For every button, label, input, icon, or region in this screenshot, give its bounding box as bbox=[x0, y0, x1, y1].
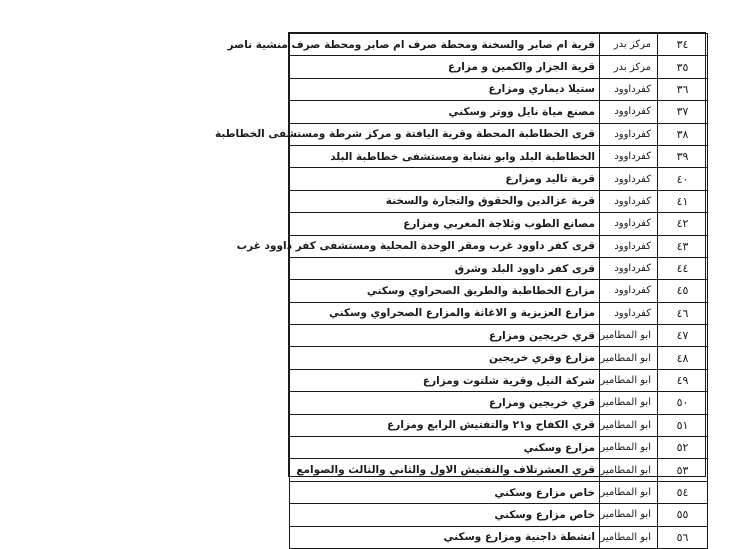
center-name-cell: كفرداوود bbox=[600, 213, 658, 235]
row-number-cell: ٣٤ bbox=[658, 34, 708, 56]
center-name-cell: كفرداوود bbox=[600, 123, 658, 145]
table-row bbox=[290, 145, 708, 167]
row-number-cell: ٥١ bbox=[658, 414, 708, 436]
center-name-cell: ابو المطامير bbox=[600, 369, 658, 391]
row-number-cell: ٤٢ bbox=[658, 213, 708, 235]
area-description-cell: قرى الخطاطبة المحطة وقرية اليافتة و مركز شرطة ومستشفى الخطاطبة bbox=[290, 123, 600, 145]
center-name-cell: ابو المطامير bbox=[600, 347, 658, 369]
table-row bbox=[290, 414, 708, 436]
center-name-cell: كفرداوود bbox=[600, 145, 658, 167]
area-description-cell: مزارع وسكني bbox=[290, 437, 600, 459]
area-description-cell: قرية ام صابر والسخنة ومحطة صرف ام صابر ومحطة صرف منشية ناصر bbox=[290, 34, 600, 56]
area-description-cell: قرية عزالدين والحقوق والتجارة والسخنة bbox=[290, 190, 600, 212]
table-row bbox=[290, 168, 708, 190]
row-number-cell: ٣٧ bbox=[658, 101, 708, 123]
center-name-cell: كفرداوود bbox=[600, 280, 658, 302]
area-description-cell: قري الكفاح و٢١ والتفتيش الرابع ومزارع bbox=[290, 414, 600, 436]
center-name-cell: مركز بدر bbox=[600, 34, 658, 56]
table-row bbox=[290, 504, 708, 526]
area-description-cell: مزارع وقري خريجين bbox=[290, 347, 600, 369]
table-row bbox=[290, 437, 708, 459]
area-description-cell: قرية تاليد ومزارع bbox=[290, 168, 600, 190]
center-name-cell: ابو المطامير bbox=[600, 414, 658, 436]
table-row bbox=[290, 392, 708, 414]
row-number-cell: ٤٥ bbox=[658, 280, 708, 302]
row-number-cell: ٤٦ bbox=[658, 302, 708, 324]
table-row bbox=[290, 190, 708, 212]
area-description-cell: مزارع العزيزية و الاغاثة والمزارع الصحراوي وسكني bbox=[290, 302, 600, 324]
center-name-cell: ابو المطامير bbox=[600, 459, 658, 481]
center-name-cell: كفرداوود bbox=[600, 78, 658, 100]
row-number-cell: ٤١ bbox=[658, 190, 708, 212]
table-row bbox=[290, 213, 708, 235]
row-number-cell: ٤٨ bbox=[658, 347, 708, 369]
area-description-cell: الخطاطبة البلد وابو نشابة ومستشفى خطاطبة البلد bbox=[290, 145, 600, 167]
row-number-cell: ٤٧ bbox=[658, 325, 708, 347]
center-name-cell: كفرداوود bbox=[600, 101, 658, 123]
area-description-cell: خاص مزارع وسكني bbox=[290, 504, 600, 526]
row-number-cell: ٤٣ bbox=[658, 235, 708, 257]
center-name-cell: ابو المطامير bbox=[600, 481, 658, 503]
center-name-cell: كفرداوود bbox=[600, 302, 658, 324]
area-description-cell: انشطة داجنية ومزارع وسكني bbox=[290, 526, 600, 548]
row-number-cell: ٥٥ bbox=[658, 504, 708, 526]
area-description-cell: ستيلا ديماري ومزارع bbox=[290, 78, 600, 100]
center-name-cell: كفرداوود bbox=[600, 168, 658, 190]
area-description-cell: شركة النيل وقرية شلتوت ومزارع bbox=[290, 369, 600, 391]
row-number-cell: ٤٩ bbox=[658, 369, 708, 391]
area-description-cell: خاص مزارع وسكني bbox=[290, 481, 600, 503]
row-number-cell: ٣٨ bbox=[658, 123, 708, 145]
center-name-cell: كفرداوود bbox=[600, 257, 658, 279]
row-number-cell: ٥٦ bbox=[658, 526, 708, 548]
center-name-cell: مركز بدر bbox=[600, 56, 658, 78]
center-name-cell: كفرداوود bbox=[600, 235, 658, 257]
center-name-cell: ابو المطامير bbox=[600, 437, 658, 459]
row-number-cell: ٣٥ bbox=[658, 56, 708, 78]
center-name-cell: ابو المطامير bbox=[600, 392, 658, 414]
table-row bbox=[290, 34, 708, 56]
area-description-cell: مصنع مياة نايل ووتر وسكني bbox=[290, 101, 600, 123]
center-name-cell: كفرداوود bbox=[600, 190, 658, 212]
row-number-cell: ٥٤ bbox=[658, 481, 708, 503]
area-description-cell: قرى كفر داوود غرب ومقر الوحدة المحلية ومستشفى كفر داوود غرب bbox=[290, 235, 600, 257]
table-row bbox=[290, 325, 708, 347]
table-row bbox=[290, 123, 708, 145]
table-row bbox=[290, 235, 708, 257]
area-description-cell: قرى كفر داوود البلد وشرق bbox=[290, 257, 600, 279]
table-row bbox=[290, 257, 708, 279]
schedule-table bbox=[214, 33, 708, 549]
table-row bbox=[290, 526, 708, 548]
table-row bbox=[290, 347, 708, 369]
schedule-table-body bbox=[214, 34, 708, 549]
row-number-cell: ٥٢ bbox=[658, 437, 708, 459]
table-row bbox=[290, 459, 708, 481]
area-description-cell: مصانع الطوب وثلاجة المغربي ومزارع bbox=[290, 213, 600, 235]
row-number-cell: ٣٩ bbox=[658, 145, 708, 167]
table-row bbox=[290, 78, 708, 100]
area-description-cell: قري العشرتلاف والتفتيش الاول والثاني والثالث والصوامع bbox=[290, 459, 600, 481]
row-number-cell: ٤٤ bbox=[658, 257, 708, 279]
area-description-cell: قري خريجين ومزارع bbox=[290, 392, 600, 414]
table-row bbox=[290, 369, 708, 391]
area-description-cell: قري خريجين ومزارع bbox=[290, 325, 600, 347]
schedule-table-frame bbox=[214, 32, 706, 544]
center-name-cell: ابو المطامير bbox=[600, 504, 658, 526]
table-row bbox=[290, 280, 708, 302]
row-number-cell: ٥٠ bbox=[658, 392, 708, 414]
table-row bbox=[290, 481, 708, 503]
row-number-cell: ٣٦ bbox=[658, 78, 708, 100]
area-description-cell: مزارع الخطاطبة والطريق الصحراوي وسكني bbox=[290, 280, 600, 302]
center-name-cell: ابو المطامير bbox=[600, 325, 658, 347]
table-row bbox=[290, 101, 708, 123]
row-number-cell: ٥٣ bbox=[658, 459, 708, 481]
area-description-cell: قرية الجزار والكمين و مزارع bbox=[290, 56, 600, 78]
table-row bbox=[290, 302, 708, 324]
center-name-cell: ابو المطامير bbox=[600, 526, 658, 548]
table-row bbox=[290, 56, 708, 78]
row-number-cell: ٤٠ bbox=[658, 168, 708, 190]
